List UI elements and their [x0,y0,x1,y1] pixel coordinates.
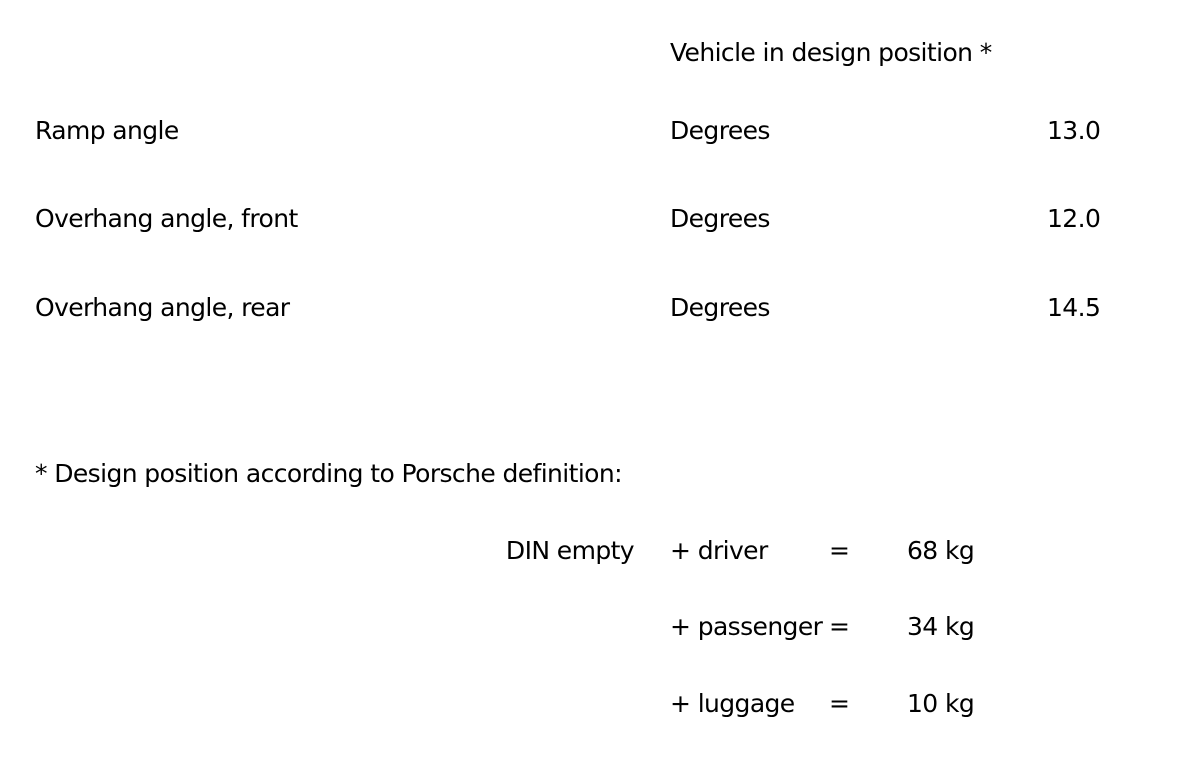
column-title: Vehicle in design position * [670,38,992,67]
row-label-overhang-rear: Overhang angle, rear [35,293,290,322]
row-unit-overhang-front: Degrees [670,204,770,233]
row-unit-overhang-rear: Degrees [670,293,770,322]
footnote-item-passenger-equals: = [829,612,850,641]
row-value-ramp-angle: 13.0 [1047,116,1101,145]
footnote-text: * Design position according to Porsche definition: [35,459,622,488]
footnote-item-driver-label: + driver [670,536,768,565]
footnote-item-passenger-amount: 34 kg [907,612,975,641]
row-label-ramp-angle: Ramp angle [35,116,179,145]
footnote-base: DIN empty [505,536,634,565]
footnote-item-luggage-label: + luggage [670,689,795,718]
row-value-overhang-rear: 14.5 [1047,293,1101,322]
row-unit-ramp-angle: Degrees [670,116,770,145]
footnote-item-luggage-amount: 10 kg [907,689,975,718]
footnote-item-passenger-label: + passenger [670,612,823,641]
row-value-overhang-front: 12.0 [1047,204,1101,233]
row-label-overhang-front: Overhang angle, front [35,204,298,233]
footnote-item-driver-equals: = [829,536,850,565]
footnote-item-luggage-equals: = [829,689,850,718]
footnote-item-driver-amount: 68 kg [907,536,975,565]
